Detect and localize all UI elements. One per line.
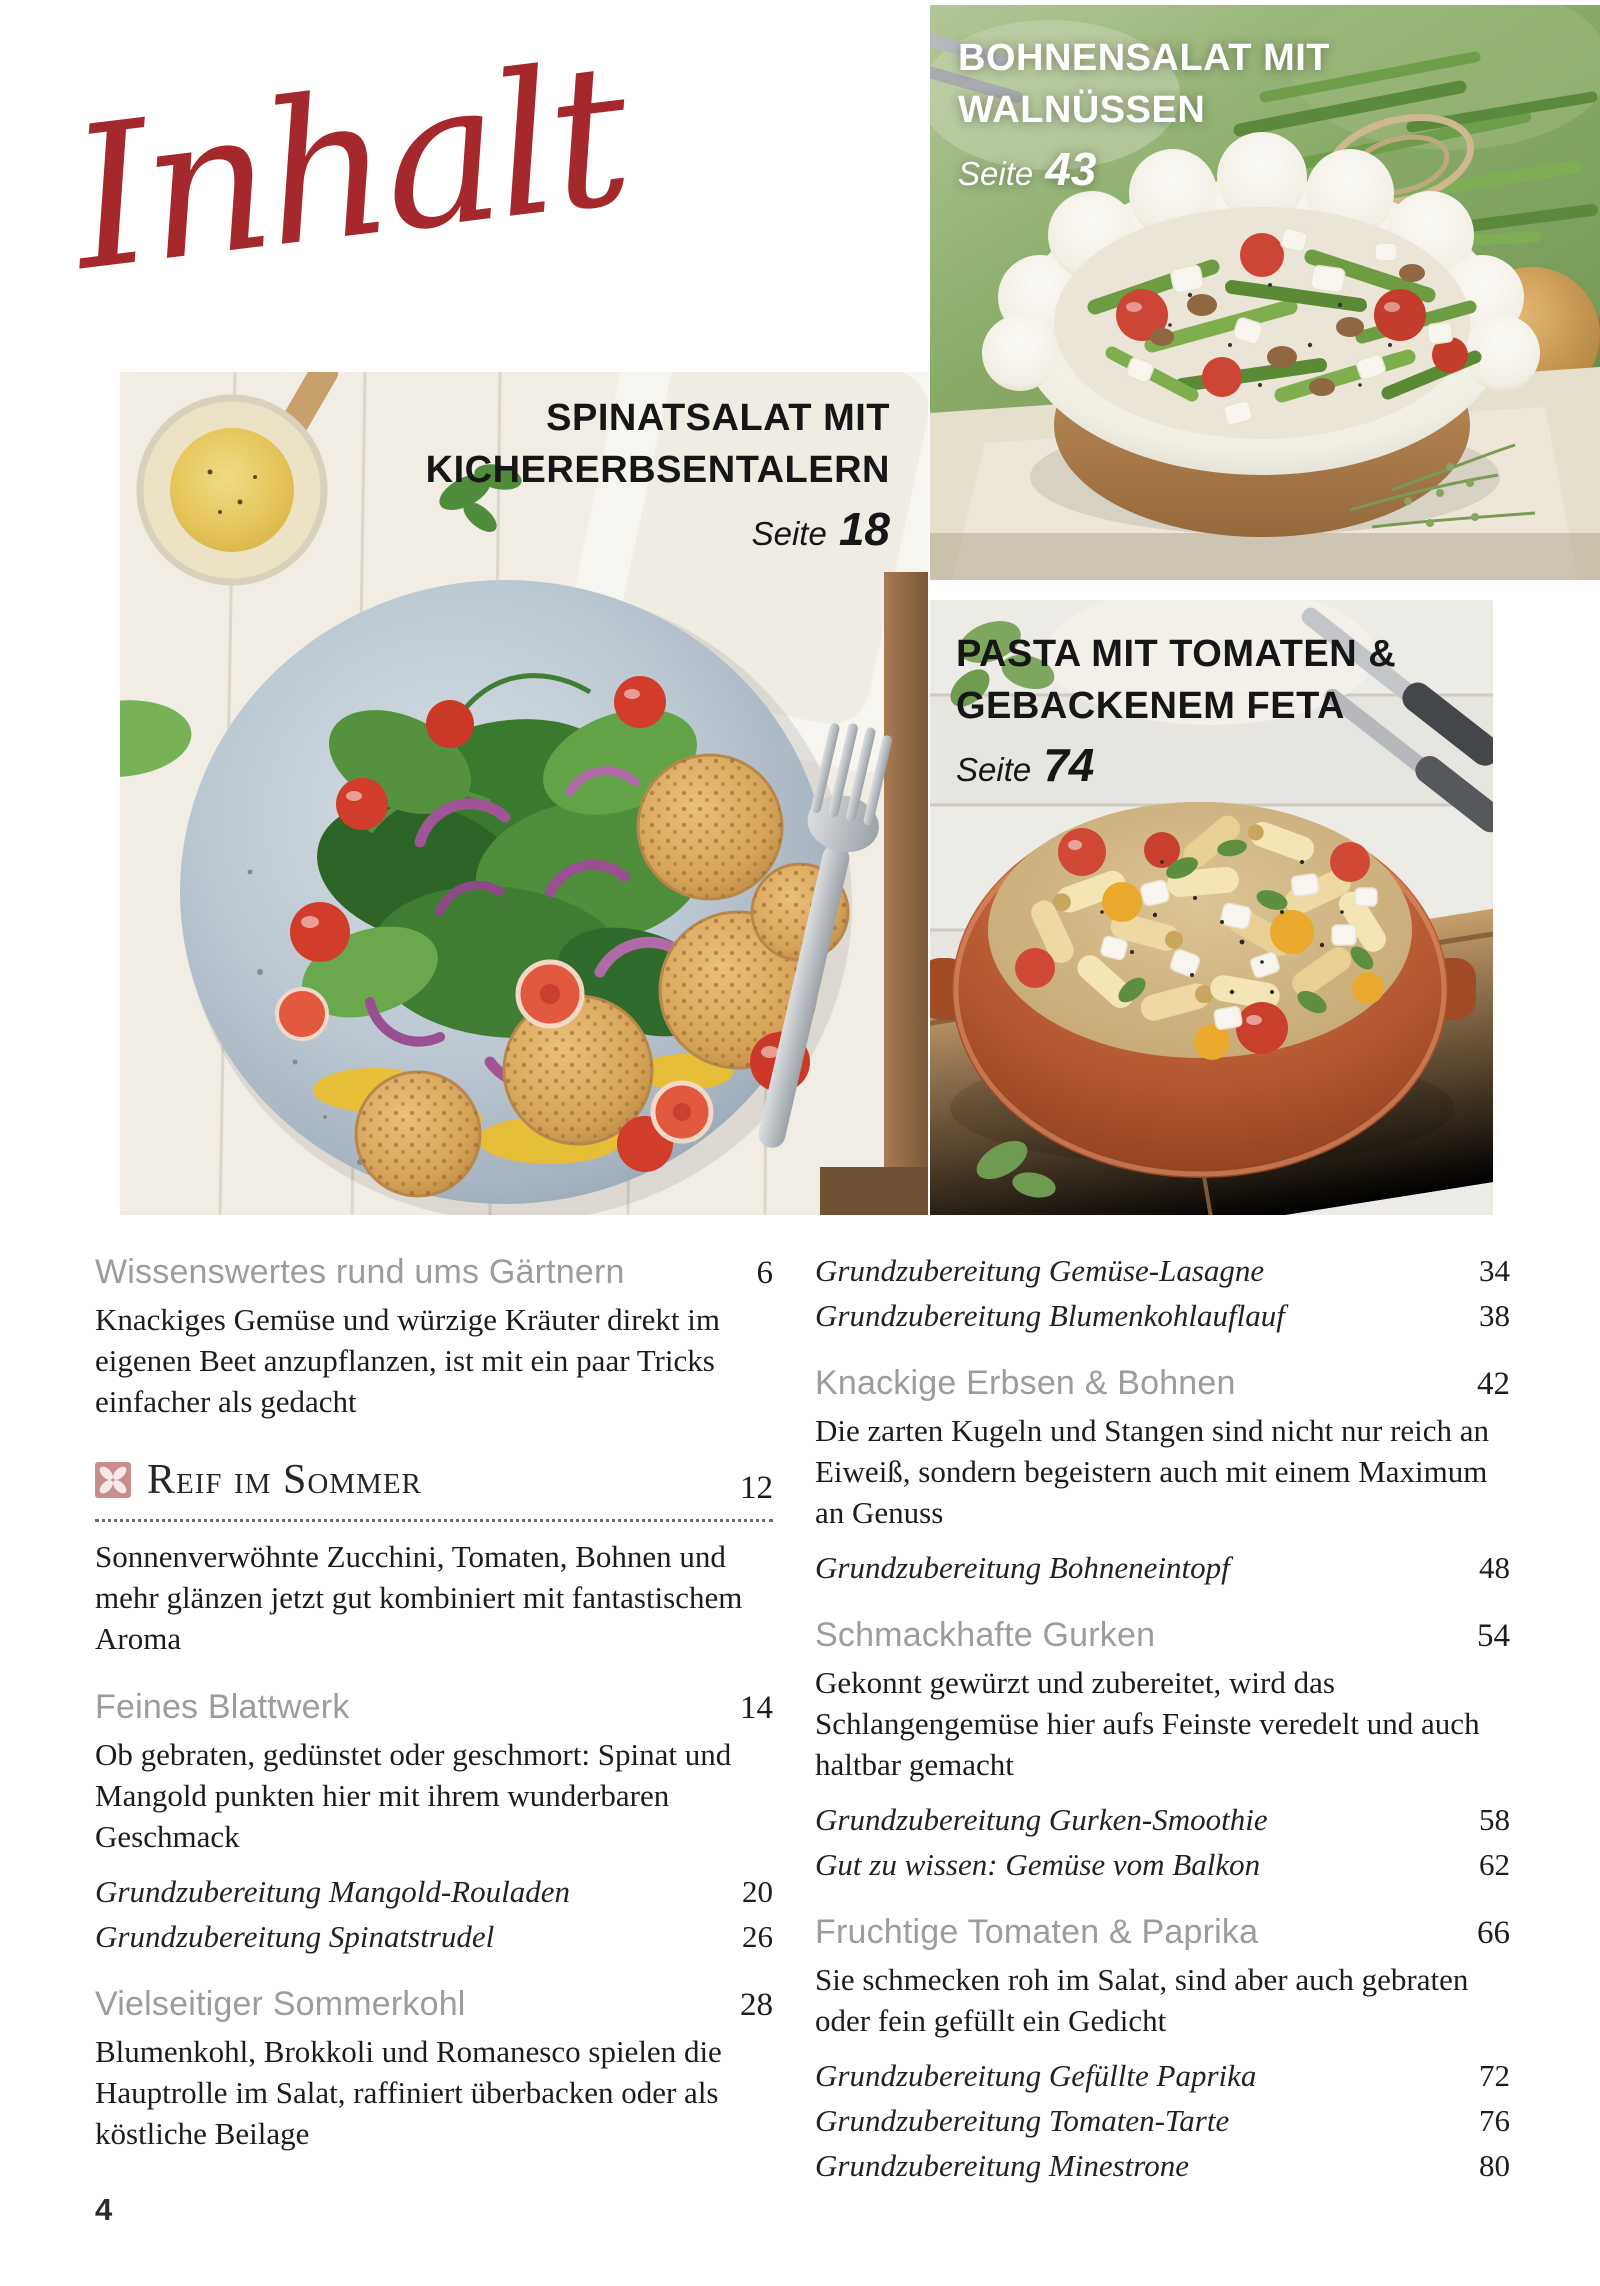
toc-entry-page: 38 (1479, 1298, 1510, 1333)
toc-entry-title: Fruchtige Tomaten & Paprika (815, 1913, 1259, 1951)
caption-page-ref (426, 502, 890, 556)
toc-column-left (95, 1252, 773, 2154)
toc-recipe-entry[interactable] (815, 2102, 1510, 2140)
caption-title-line: GEBACKENEM FETA (956, 685, 1345, 727)
toc-entry-title: Grundzubereitung Gefüllte Paprika (815, 2058, 1257, 2093)
toc-entry-title: Feines Blattwerk (95, 1688, 350, 1726)
toc-entry-page: 58 (1479, 1802, 1510, 1837)
toc-entry-page: 34 (1479, 1253, 1510, 1288)
toc-header-entry[interactable] (815, 1615, 1510, 1655)
toc-recipe-entry[interactable] (815, 1846, 1510, 1884)
caption-title-line: BOHNENSALAT MIT (958, 37, 1330, 79)
toc-entry-page: 20 (742, 1874, 773, 1909)
toc-section-title: Reif im Sommer (147, 1457, 422, 1503)
caption-title-line: SPINATSALAT MIT (546, 397, 890, 439)
caption-title-line: WALNÜSSEN (958, 89, 1206, 131)
toc-description: Sonnenverwöhnte Zucchini, Tomaten, Bohnen und mehr glänzen jetzt gut kombiniert mit fantastischem Aroma (95, 1539, 743, 1656)
flower-icon (95, 1462, 131, 1498)
caption-bohnensalat[interactable] (958, 32, 1330, 196)
toc-entry-title: Wissenswertes rund ums Gärtnern (95, 1253, 625, 1291)
seite-label: Seite (958, 155, 1034, 192)
caption-pasta[interactable] (956, 628, 1396, 792)
toc-entry-page: 28 (740, 1987, 773, 2023)
toc-recipe-entry[interactable] (815, 1549, 1510, 1587)
toc-entry-page: 12 (740, 1470, 773, 1506)
toc-section-header[interactable] (95, 1458, 773, 1522)
toc-entry-page: 76 (1479, 2103, 1510, 2138)
toc-entry-title: Schmackhafte Gurken (815, 1616, 1156, 1654)
toc-entry-page: 42 (1477, 1366, 1510, 1402)
toc-entry-title: Grundzubereitung Bohneneintopf (815, 1550, 1230, 1585)
toc-recipe-entry[interactable] (95, 1873, 773, 1911)
toc-entry-page: 26 (742, 1919, 773, 1954)
toc-entry-title: Vielseitiger Sommerkohl (95, 1985, 466, 2023)
toc-column-right (815, 1252, 1510, 2185)
toc-entry-page: 66 (1477, 1915, 1510, 1951)
caption-title-line: KICHERERBSENTALERN (425, 449, 890, 491)
toc-header-entry[interactable] (95, 1984, 773, 2024)
page-ref-number: 18 (838, 503, 890, 555)
toc-entry-page: 6 (756, 1255, 773, 1291)
toc-entry-title: Gut zu wissen: Gemüse vom Balkon (815, 1847, 1261, 1882)
toc-recipe-entry[interactable] (815, 2147, 1510, 2185)
toc-entry-title: Grundzubereitung Tomaten-Tarte (815, 2103, 1230, 2138)
toc-entry-title: Grundzubereitung Gurken-Smoothie (815, 1802, 1268, 1837)
toc-entry-title: Grundzubereitung Spinatstrudel (95, 1919, 495, 1954)
toc-recipe-entry[interactable] (815, 1297, 1510, 1335)
toc-recipe-entry[interactable] (815, 2057, 1510, 2095)
seite-label: Seite (751, 515, 827, 552)
toc-entry-page: 62 (1479, 1847, 1510, 1882)
toc-header-entry[interactable] (95, 1687, 773, 1727)
page-number: 4 (95, 2192, 113, 2227)
page-title-inhalt: Inhalt (60, 21, 637, 315)
toc-recipe-entry[interactable] (815, 1252, 1510, 1290)
toc-entry-title: Grundzubereitung Mangold-Rouladen (95, 1874, 570, 1909)
toc-entry-page: 80 (1479, 2148, 1510, 2183)
toc-header-entry[interactable] (815, 1912, 1510, 1952)
toc-description: Blumenkohl, Brokkoli und Romanesco spielen die Hauptrolle im Salat, raffiniert überbacken oder als köstliche Beilage (95, 2034, 722, 2151)
toc-header-entry[interactable] (95, 1252, 773, 1292)
page-ref-number: 74 (1043, 739, 1095, 791)
caption-spinatsalat[interactable] (426, 392, 890, 556)
toc-recipe-entry[interactable] (95, 1918, 773, 1956)
toc-description: Ob gebraten, gedünstet oder geschmort: Spinat und Mangold punkten hier mit ihrem wunderbaren Geschmack (95, 1737, 732, 1854)
caption-page-ref (958, 142, 1330, 196)
toc-entry-page: 14 (740, 1690, 773, 1726)
toc-recipe-entry[interactable] (815, 1801, 1510, 1839)
toc-description: Gekonnt gewürzt und zubereitet, wird das Schlangengemüse hier aufs Feinste veredelt und auch haltbar gemacht (815, 1665, 1480, 1782)
toc-entry-page: 48 (1479, 1550, 1510, 1585)
seite-label: Seite (956, 751, 1032, 788)
toc-description: Sie schmecken roh im Salat, sind aber auch gebraten oder fein gefüllt ein Gedicht (815, 1962, 1469, 2038)
page-ref-number: 43 (1045, 143, 1097, 195)
toc-description: Knackiges Gemüse und würzige Kräuter direkt im eigenen Beet anzupflanzen, ist mit ein paar Tricks einfacher als gedacht (95, 1302, 720, 1419)
toc-section-left (95, 1458, 422, 1502)
caption-title-line: PASTA MIT TOMATEN & (956, 633, 1397, 675)
toc-entry-title: Knackige Erbsen & Bohnen (815, 1364, 1236, 1402)
toc-entry-page: 54 (1477, 1618, 1510, 1654)
toc-entry-title: Grundzubereitung Blumenkohlauflauf (815, 1298, 1285, 1333)
toc-header-entry[interactable] (815, 1363, 1510, 1403)
toc-description: Die zarten Kugeln und Stangen sind nicht nur reich an Eiweiß, sondern begeistern auch mit einem Maximum an Genuss (815, 1413, 1490, 1530)
caption-page-ref (956, 738, 1396, 792)
toc-entry-title: Grundzubereitung Minestrone (815, 2148, 1189, 2183)
toc-entry-page: 72 (1479, 2058, 1510, 2093)
toc-entry-title: Grundzubereitung Gemüse-Lasagne (815, 1253, 1265, 1288)
